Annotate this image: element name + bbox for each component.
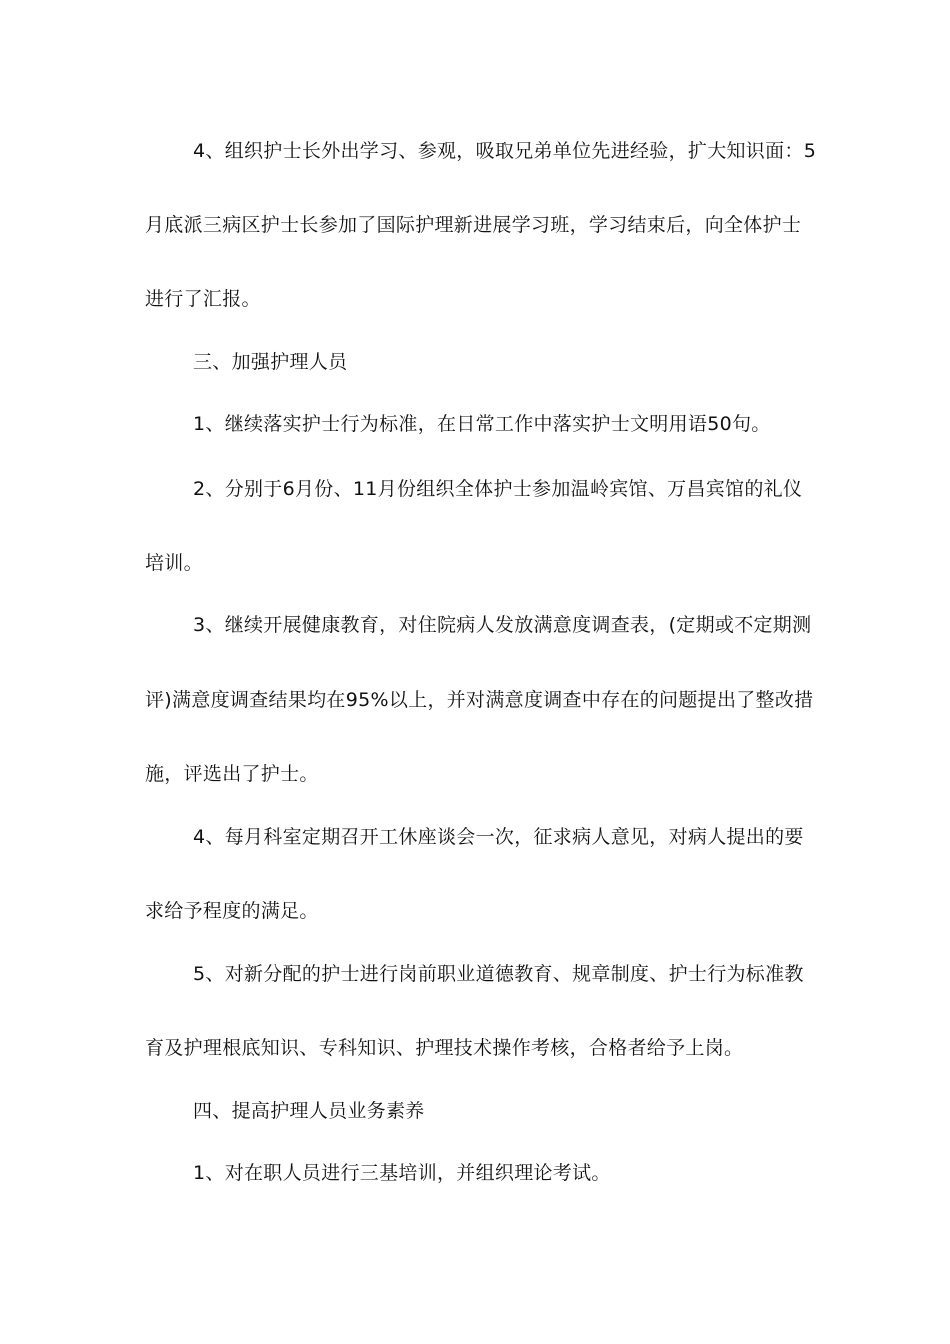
paragraph-line: 月底派三病区护士长参加了国际护理新进展学习班，学习结束后，向全体护士 [145, 214, 802, 236]
paragraph-line: 2、分别于6月份、11月份组织全体护士参加温岭宾馆、万昌宾馆的礼仪 [193, 478, 803, 500]
paragraph-line: 施，评选出了护士。 [145, 763, 319, 785]
section-heading: 三、加强护理人员 [193, 351, 348, 373]
paragraph-line: 育及护理根底知识、专科知识、护理技术操作考核，合格者给予上岗。 [145, 1037, 744, 1059]
paragraph-line: 进行了汇报。 [145, 288, 261, 310]
paragraph-line: 3、继续开展健康教育，对住院病人发放满意度调查表，(定期或不定期测 [193, 614, 812, 636]
section-heading: 四、提高护理人员业务素养 [193, 1100, 425, 1122]
paragraph-line: 4、组织护士长外出学习、参观，吸取兄弟单位先进经验，扩大知识面：5 [193, 140, 817, 162]
paragraph-line: 培训。 [145, 552, 203, 574]
paragraph-line: 评)满意度调查结果均在95%以上，并对满意度调查中存在的问题提出了整改措 [145, 689, 814, 711]
paragraph-line: 5、对新分配的护士进行岗前职业道德教育、规章制度、护士行为标准教 [193, 963, 804, 985]
paragraph-line: 1、继续落实护士行为标准，在日常工作中落实护士文明用语50句。 [193, 413, 771, 435]
paragraph-line: 1、对在职人员进行三基培训，并组织理论考试。 [193, 1162, 611, 1184]
paragraph-line: 4、每月科室定期召开工休座谈会一次，征求病人意见，对病人提出的要 [193, 826, 804, 848]
paragraph-line: 求给予程度的满足。 [145, 900, 319, 922]
